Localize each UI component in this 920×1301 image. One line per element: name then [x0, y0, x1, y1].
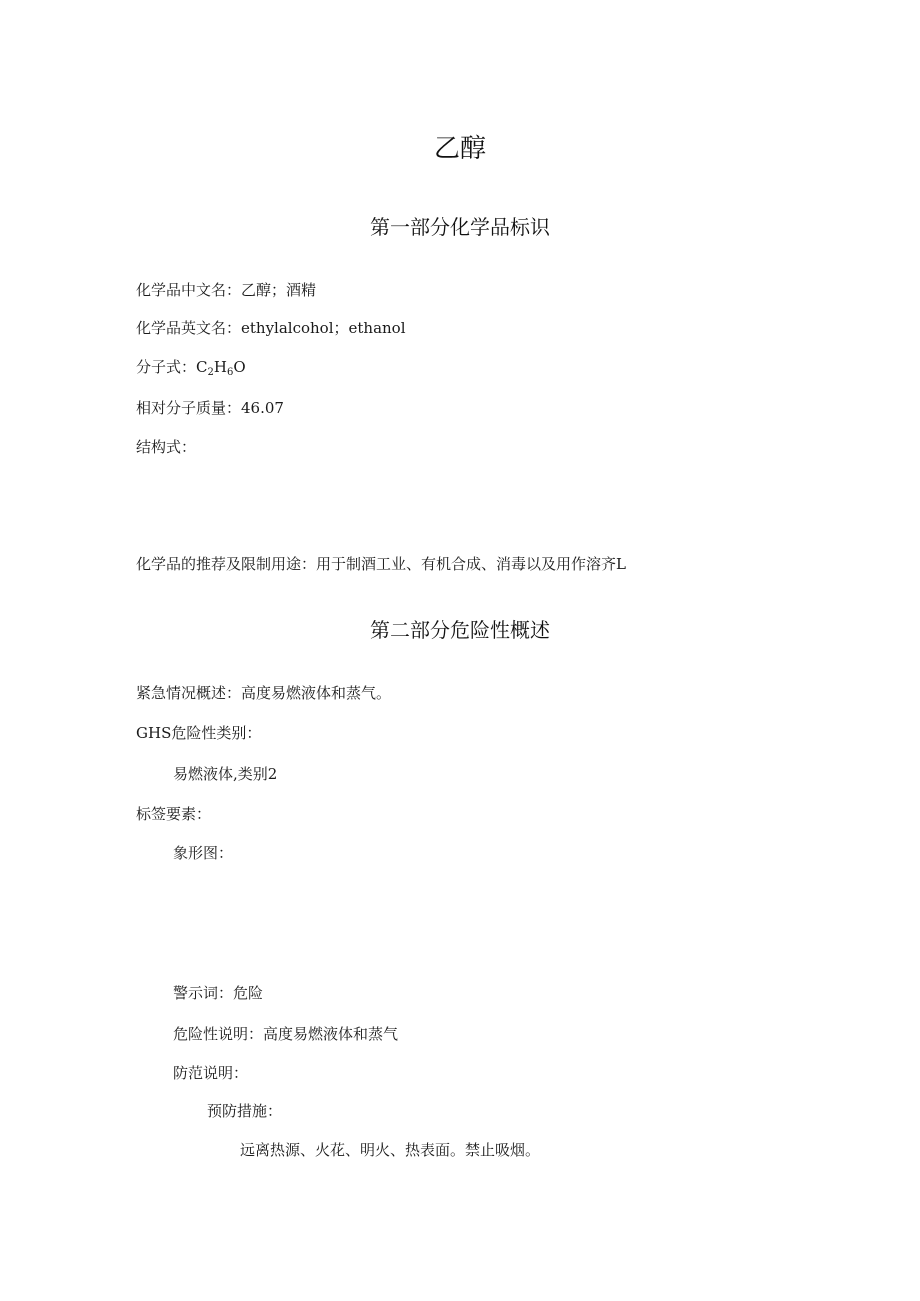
formula-h: H: [213, 358, 227, 376]
hazard-statement-value: 高度易燃液体和蒸气: [263, 1025, 399, 1043]
prevention-label: 预防措施：: [207, 1102, 283, 1120]
chinese-name-value: 乙醇；酒精: [241, 281, 317, 299]
chinese-name-row: [136, 280, 316, 300]
ghs-category-label: GHS危险性类别：: [136, 724, 262, 742]
structure-label: 结构式：: [136, 438, 197, 456]
structure-formula-area: [136, 470, 536, 540]
formula-h-sub: 6: [226, 367, 234, 378]
label-elements-label: 标签要素：: [136, 805, 212, 823]
emergency-label: 紧急情况概述：: [136, 684, 242, 702]
emergency-value: 高度易燃液体和蒸气。: [241, 684, 392, 702]
precaution-label: 防范说明：: [173, 1064, 249, 1082]
signal-word-label: 警示词：: [173, 984, 234, 1002]
formula-c-sub: 2: [207, 367, 214, 378]
usage-label: 化学品的推荐及限制用途：: [136, 555, 317, 573]
document-title: 乙醇: [433, 134, 486, 164]
usage-row: [136, 554, 626, 574]
english-name-label: 化学品英文名：: [136, 319, 242, 337]
signal-word-row: [173, 983, 263, 1003]
signal-word-value: 危险: [233, 984, 264, 1002]
prevention-value: 远离热源、火花、明火、热表面。禁止吸烟。: [240, 1141, 541, 1159]
molecular-mass-row: [136, 398, 284, 418]
formula-label: 分子式：: [136, 358, 197, 376]
formula-value: [196, 358, 246, 376]
section2-heading: 第二部分危险性概述: [370, 618, 550, 642]
ghs-category-value: 易燃液体,类别2: [173, 765, 278, 783]
formula-row: [136, 357, 246, 377]
english-name-row: [136, 318, 406, 338]
emergency-row: [136, 683, 391, 703]
pictogram-label: 象形图：: [173, 844, 234, 862]
hazard-statement-row: [173, 1024, 398, 1044]
formula-c: C: [196, 358, 208, 376]
usage-value: 用于制酒工业、有机合成、消毒以及用作溶齐L: [316, 555, 626, 573]
formula-o: O: [233, 358, 246, 376]
chinese-name-label: 化学品中文名：: [136, 281, 242, 299]
english-name-value: ethylalcohol；ethanol: [241, 319, 406, 337]
pictogram-area: [173, 872, 573, 972]
molecular-mass-label: 相对分子质量：: [136, 399, 242, 417]
molecular-mass-value: 46.07: [241, 399, 284, 417]
hazard-statement-label: 危险性说明：: [173, 1025, 264, 1043]
section1-heading: 第一部分化学品标识: [370, 215, 550, 239]
